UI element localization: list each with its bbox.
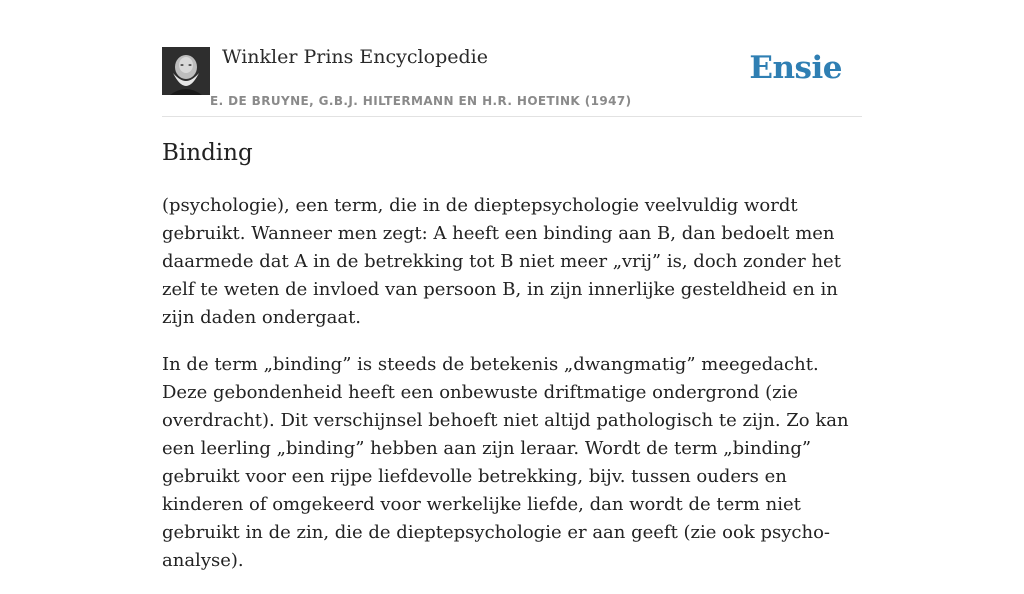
site-title[interactable]: Winkler Prins Encyclopedie <box>222 46 488 68</box>
authors-credit: E. DE BRUYNE, G.B.J. HILTERMANN EN H.R. HOETINK (1947) <box>210 94 632 108</box>
site-header <box>162 44 862 117</box>
article-paragraph: In de term „binding” is steeds de betekenis „dwangmatig” meegedacht. Deze gebondenheid heeft een onbewuste driftmatige ondergrond (zie overdracht). Dit verschijnsel behoeft niet altijd pathologisch te zijn. Zo kan een leerling „binding” hebben aan zijn leraar. Wordt de term „binding” gebruikt voor een rijpe liefdevolle betrekking, bijv. tussen ouders en kinderen of omgekeerd voor werkelijke liefde, dan wordt de term niet gebruikt in de zin, die de dieptepsychologie er aan geeft (zie ook psycho-analyse). <box>162 354 849 571</box>
author-avatar[interactable] <box>162 47 210 95</box>
ensie-logo[interactable]: Ensie <box>749 50 842 86</box>
article-paragraph: (psychologie), een term, die in de dieptepsychologie veelvuldig wordt gebruikt. Wanneer men zegt: A heeft een binding aan B, dan bedoelt men daarmede dat A in de betrekking tot B niet meer „vrij” is, doch zonder het zelf te weten de invloed van persoon B, in zijn innerlijke gesteldheid en in zijn daden ondergaat. <box>162 195 841 328</box>
portrait-image <box>162 47 210 95</box>
article-title: Binding <box>162 140 253 166</box>
article-body <box>162 192 867 594</box>
